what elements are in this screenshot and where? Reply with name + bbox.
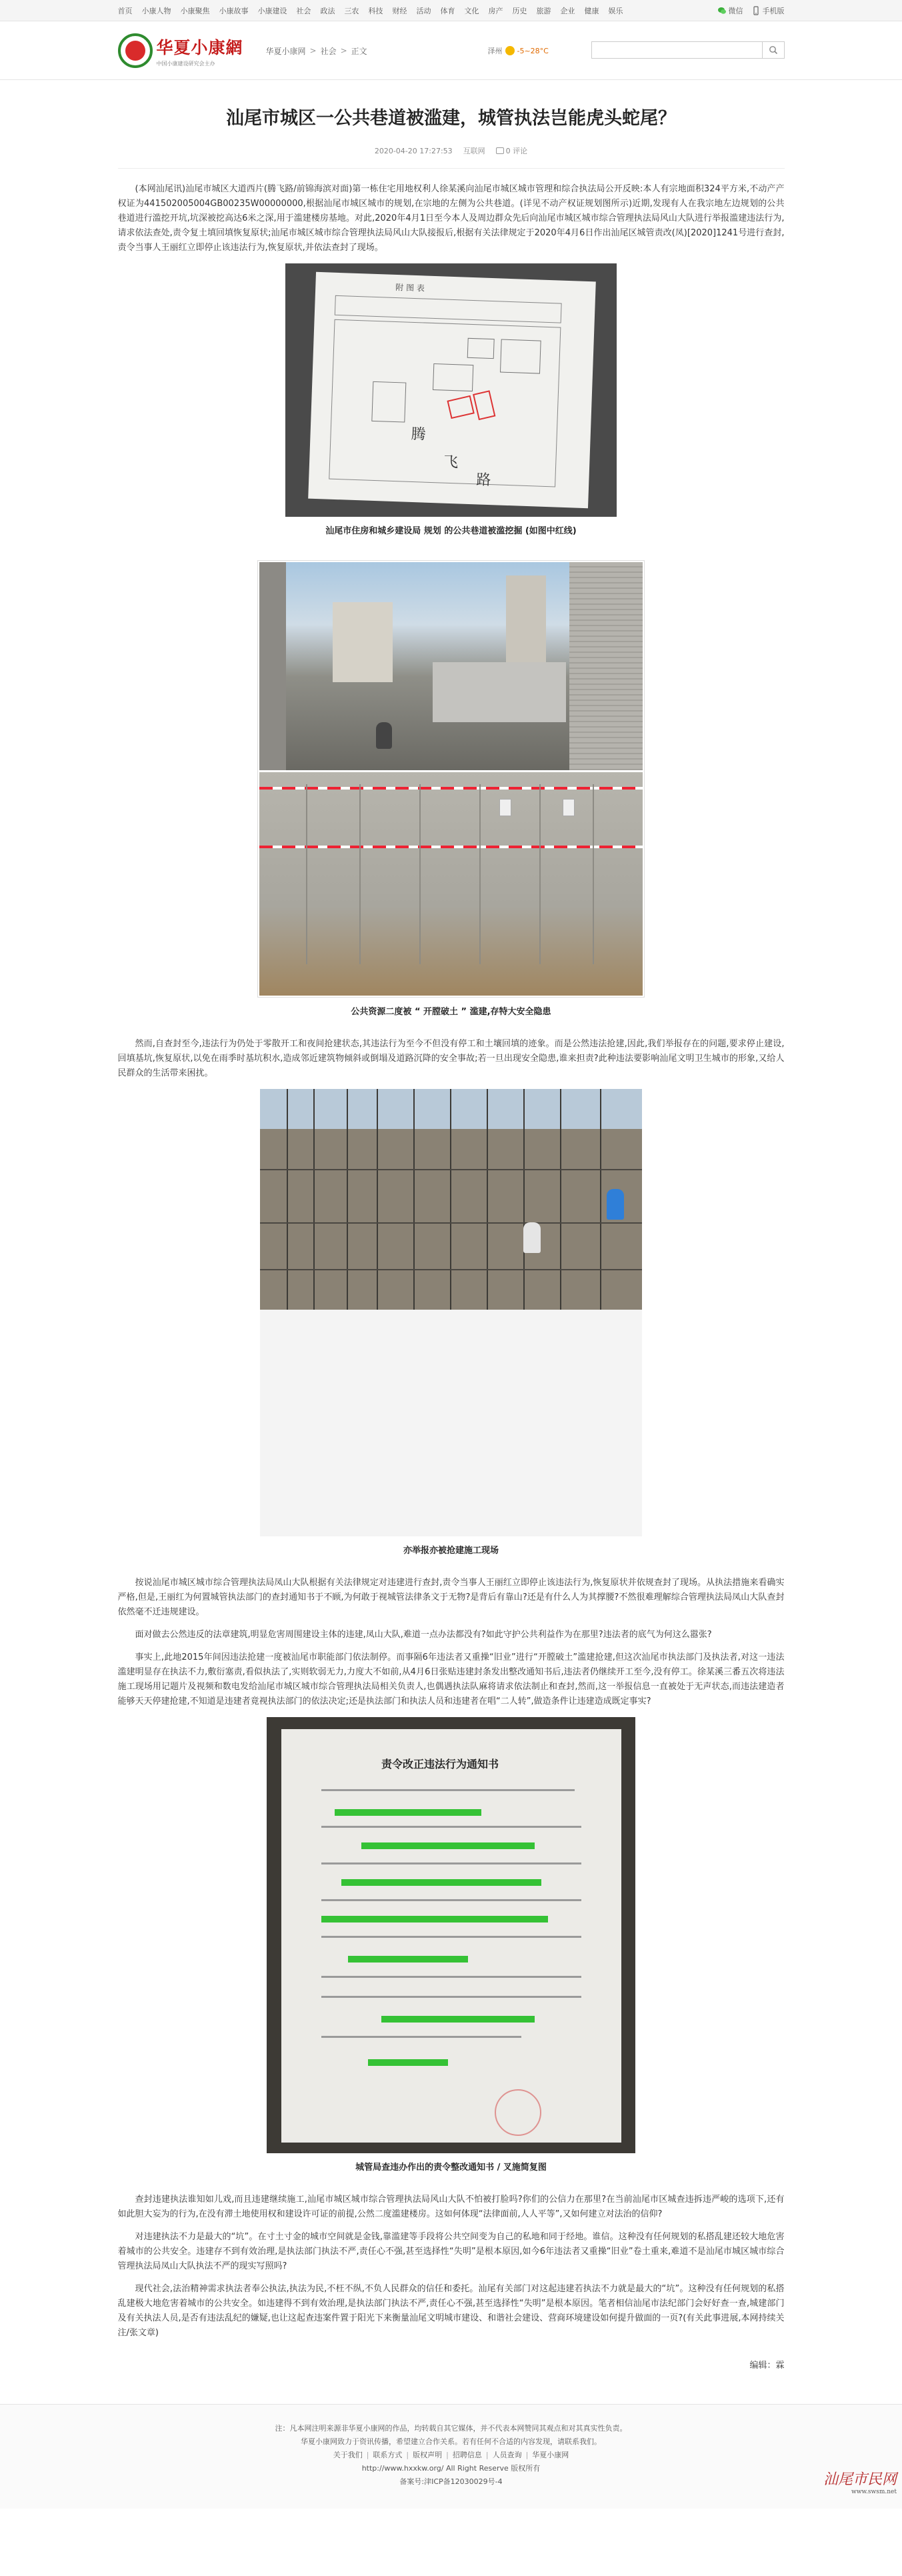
article-paragraph: (本网汕尾讯)汕尾市城区大道西片(腾飞路/前锦海滨对面)第一栋住宅用地权利人徐某溪向汕尾市城区城市管理和综合执法局公开反映:本人有宗地面积324平方米,不动产产权证为441502005004GB00235W00000000,根据汕尾市城区城市的规划,在宗地的左侧为公共巷道。(详见不动产权证规划图所示)近期,发现有人在我宗地左边规划的公共巷道进行滥挖开坑,坑深被挖高达6米之深,用于滥建楼房基地。对此,2020年4月1日至今本人及周边群众先后向汕尾市城区城市综合管理执法局风山大队进行举报滥建违法行为,请求依法查处,责令复土填回填恢复原状;汕尾市城区城市综合管理执法局风山大队接报后,根据有关法律规定于2020年4月6日作出汕尾区城管责改(凤)[2020]1241号进行查封,责令当事人王丽红立即停止该违法行为,恢复原状,并依法查封了现场。	[117, 184, 785, 253]
article-paragraph: 然而,自查封至今,违法行为仍处于零散开工和夜间抢建状态,其违法行为至今不但没有停工和土壤回填的迹象。而是公然违法抢建,因此,我们举报存在的问题,要求停止建设,回填基坑,恢复原状,以免在雨季时基坑积水,造成邻近建筑物倾斜或倒塌及道路沉降的安全事故;若一旦出现安全隐患,谁来担责?此种违法要影响汕尾文明卫生城市的形象,又给人民群众的生活带来困扰。	[117, 1039, 785, 1078]
footer-disclaimer: 注：凡本网注明来源非华夏小康网的作品，均转载自其它媒体，并不代表本网赞同其观点和对其真实性负责。	[275, 2424, 627, 2433]
footer-link-staff[interactable]: 人员查询	[492, 2451, 522, 2459]
article-source[interactable]: 互联网	[463, 147, 485, 155]
breadcrumb	[266, 45, 367, 57]
site-header	[0, 21, 902, 80]
nav-item-construction[interactable]: 小康建设	[257, 7, 287, 15]
construction-photo	[260, 1089, 642, 1310]
article-paragraph: 查封违建执法谁知如儿戏,而且违建继续施工,汕尾市城区城市综合管理执法局风山大队不怕被打脸吗?你们的公信力在那里?在当前汕尾市区城查违拆违严峻的选项下,还有如此胆大妄为的行为,在没有滞土地使用权和建设许可证的前提,公然二度滥建楼房。这如何体现“法律面前,人人平等”,又如何建立对法治的信仰?	[117, 2195, 785, 2219]
footer-link-copyright[interactable]: 版权声明	[413, 2451, 443, 2459]
breadcrumb-section[interactable]: 社会	[320, 46, 337, 56]
logo-name: 华夏小康網	[156, 37, 243, 57]
article-paragraph: 面对做去公然违反的法章建筑,明显危害周围建设主体的违建,凤山大队,难道一点办法都没有?如此守护公共利益作为在那里?违法者的底气为何这么嚣张?	[135, 1630, 712, 1640]
article-paragraph: 对违建执法不力是最大的“坑”。在寸土寸金的城市空间就是金钱,靠滥建等手段将公共空间变为自己的私地和同于经地。谁信。这种没有任何规划的私搭乱建还较大地危害着城市的公共安全。违建存不到有效治理,是执法部门执法不严,责任心不强,甚至选择性“失明”是根本原因,如今6年违法者又重操“旧业”卷土重来,难道不是汕尾市城区城市综合管理执法局凤山大队执法不严的现实写照吗?	[117, 2232, 785, 2271]
nav-item-culture[interactable]: 文化	[464, 7, 479, 15]
fence-photo	[259, 772, 643, 996]
weather-widget	[488, 45, 549, 56]
search-button[interactable]	[762, 41, 785, 59]
notice-document-photo: 责令改正违法行为通知书	[267, 1717, 635, 2153]
footer-icp: 备案号:津ICP备12030029号-4	[399, 2477, 503, 2486]
breadcrumb-separator: >	[340, 46, 347, 55]
nav-item-focus[interactable]: 小康聚焦	[180, 7, 210, 15]
comment-label: 0 评论	[505, 147, 528, 155]
logo-subtitle: 中国小康建设研究会主办	[156, 60, 215, 67]
street-photo	[259, 562, 643, 770]
article-meta	[118, 145, 785, 156]
footer-link-site[interactable]: 华夏小康网	[532, 2451, 569, 2459]
nav-item-events[interactable]: 活动	[416, 7, 431, 15]
nav-item-realestate[interactable]: 房产	[488, 7, 503, 15]
site-photo-frame	[257, 560, 645, 998]
top-right-links	[709, 5, 785, 16]
footer-link-jobs[interactable]: 招聘信息	[452, 2451, 482, 2459]
land-map-photo: 附 图 表 腾 飞 路	[285, 263, 617, 517]
figure-caption: 城管局查违办作出的责令整改通知书 / 叉施简复图	[355, 2163, 547, 2173]
mobile-label: 手机版	[762, 7, 785, 15]
figure-caption: 汕尾市住房和城乡建设局 规划 的公共巷道被滥挖掘 (如图中红线)	[325, 526, 577, 536]
weather-temp: -5~28°C	[517, 46, 549, 55]
figure-caption: 公共资源二度被 “ 开膛破土 ” 滥建,存特大安全隐患	[351, 1007, 551, 1017]
nav-item-history[interactable]: 历史	[512, 7, 527, 15]
weixin-label: 微信	[728, 7, 743, 15]
search-icon	[769, 45, 778, 55]
title-divider	[118, 168, 785, 169]
mobile-link[interactable]	[751, 5, 785, 16]
sun-icon	[505, 46, 515, 55]
article	[118, 80, 785, 2371]
weixin-link[interactable]	[717, 5, 743, 16]
footer-copyright: http://www.hxxkw.org/ All Right Reserve 版权所有	[361, 2464, 541, 2473]
nav-item-business[interactable]: 企业	[560, 7, 575, 15]
comment-icon	[496, 147, 504, 154]
wechat-icon	[717, 6, 727, 15]
nav-item-home[interactable]: 首页	[117, 7, 133, 15]
nav-item-stories[interactable]: 小康故事	[219, 7, 249, 15]
article-paragraph: 事实上,此地2015年间因违法抢建一度被汕尾市职能部门依法制停。而事隔6年违法者又重操“旧业”进行“开膛破土”滥建抢建,但这次汕尾市执法部门及执法者,对这一违法滥建明显存在执法不力,敷衍塞责,看似执法了,实则软弱无力,力度大不如前,从4月6日张贴违建封条发出整改通知书后,违法者仍继续开工至今,没有停工。徐某溪三番五次将违法施工现场用记题片及视频和数电发给汕尾市城区城市综合管理执法局相关负责人,也偶遇执法队麻将请求依法制止和查封,然而,这一举报信息一直被处于无声状态,而违法建造者能够天天停建抢建,不知道是违建者竟视执法部门的依法决定;还是执法部门和执法人员和违建者在唱“二人转”,做造条件让违建造成既定事实?	[117, 1652, 785, 1706]
top-bar	[0, 0, 902, 21]
nav-item-law[interactable]: 政法	[320, 7, 335, 15]
nav-item-society[interactable]: 社会	[296, 7, 311, 15]
article-title: 汕尾市城区一公共巷道被滥建，城管执法岂能虎头蛇尾？	[226, 108, 676, 129]
watermark-text: 汕尾市民网	[823, 2471, 897, 2488]
breadcrumb-home[interactable]: 华夏小康网	[265, 46, 306, 56]
site-footer	[0, 2404, 902, 2509]
search-input[interactable]	[591, 41, 762, 59]
nav-item-entertainment[interactable]: 娱乐	[608, 7, 623, 15]
article-paragraph: 现代社会,法治精神需求执法者奉公执法,执法为民,不枉不纵,不负人民群众的信任和委托。汕尾有关部门对这起违建若执法不力就是最大的“坑”。这种没有任何规划的私搭乱建极大地危害着城市的公共安全。如违建得不到有效治理,是执法部门执法不严,责任心不强,甚至选择性“失明”是根本原因。笔者相信汕尾市法纪部门会好好查一查,城建部门及有关执法人员,是否有违法乱纪的嫌疑,也让这起查违案件置于阳光下来衡量汕尾文明城市建设、和谐社会建设、营商环境建设如何提升做面的一页?(有关此事进展,本网持续关注/张文章)	[117, 2284, 785, 2338]
footer-link-about[interactable]: 关于我们	[333, 2451, 363, 2459]
weather-city: 泽州	[487, 47, 503, 55]
phone-icon	[751, 6, 761, 15]
nav-item-tech[interactable]: 科技	[368, 7, 383, 15]
watermark-url: www.swsm.net	[851, 2489, 897, 2495]
nav-item-people[interactable]: 小康人物	[141, 7, 171, 15]
top-nav	[118, 5, 633, 16]
comment-count[interactable]	[496, 145, 528, 156]
figure-land-map	[118, 263, 785, 556]
figure-construction	[118, 1089, 785, 1576]
figure-site-street	[118, 560, 785, 1037]
site-logo[interactable]	[118, 33, 251, 68]
nav-item-agriculture[interactable]: 三农	[344, 7, 359, 15]
image-placeholder	[260, 1310, 642, 1536]
nav-item-sports[interactable]: 体育	[440, 7, 455, 15]
nav-item-travel[interactable]: 旅游	[536, 7, 551, 15]
figure-caption: 亦举报亦被抢建施工现场	[403, 1546, 499, 1556]
watermark-logo	[823, 2468, 897, 2495]
search-box	[591, 41, 785, 59]
nav-item-health[interactable]: 健康	[584, 7, 599, 15]
logo-emblem-icon	[118, 33, 153, 68]
nav-item-finance[interactable]: 财经	[392, 7, 407, 15]
article-date: 2020-04-20 17:27:53	[374, 146, 453, 155]
breadcrumb-separator: >	[309, 46, 317, 55]
article-paragraph: 按说汕尾市城区城市综合管理执法局凤山大队根据有关法律规定对违建进行查封,责令当事人王丽红立即停止该违法行为,恢复原状并依规查封了现场。从执法措施来看确实严格,但是,王丽红为何置城管执法部门的查封通知书于不顾,为何敢于视城管法律条文于无物?是背后有靠山?还是有什么人为其撑腰?不然很难理解综合管理执法局凤山大队查封依然毫不迁违规建设。	[117, 1578, 785, 1617]
footer-link-contact[interactable]: 联系方式	[373, 2451, 403, 2459]
footer-links: 关于我们 | 联系方式 | 版权声明 | 招聘信息 | 人员查询 | 华夏小康网	[0, 2449, 902, 2462]
breadcrumb-current: 正文	[351, 46, 367, 56]
footer-notice: 华夏小康网致力于资讯传播，希望建立合作关系。若有任何不合适的内容发现，请联系我们。	[301, 2437, 601, 2446]
figure-notice	[118, 1717, 785, 2193]
article-editor: 编辑：霖	[749, 2361, 785, 2371]
